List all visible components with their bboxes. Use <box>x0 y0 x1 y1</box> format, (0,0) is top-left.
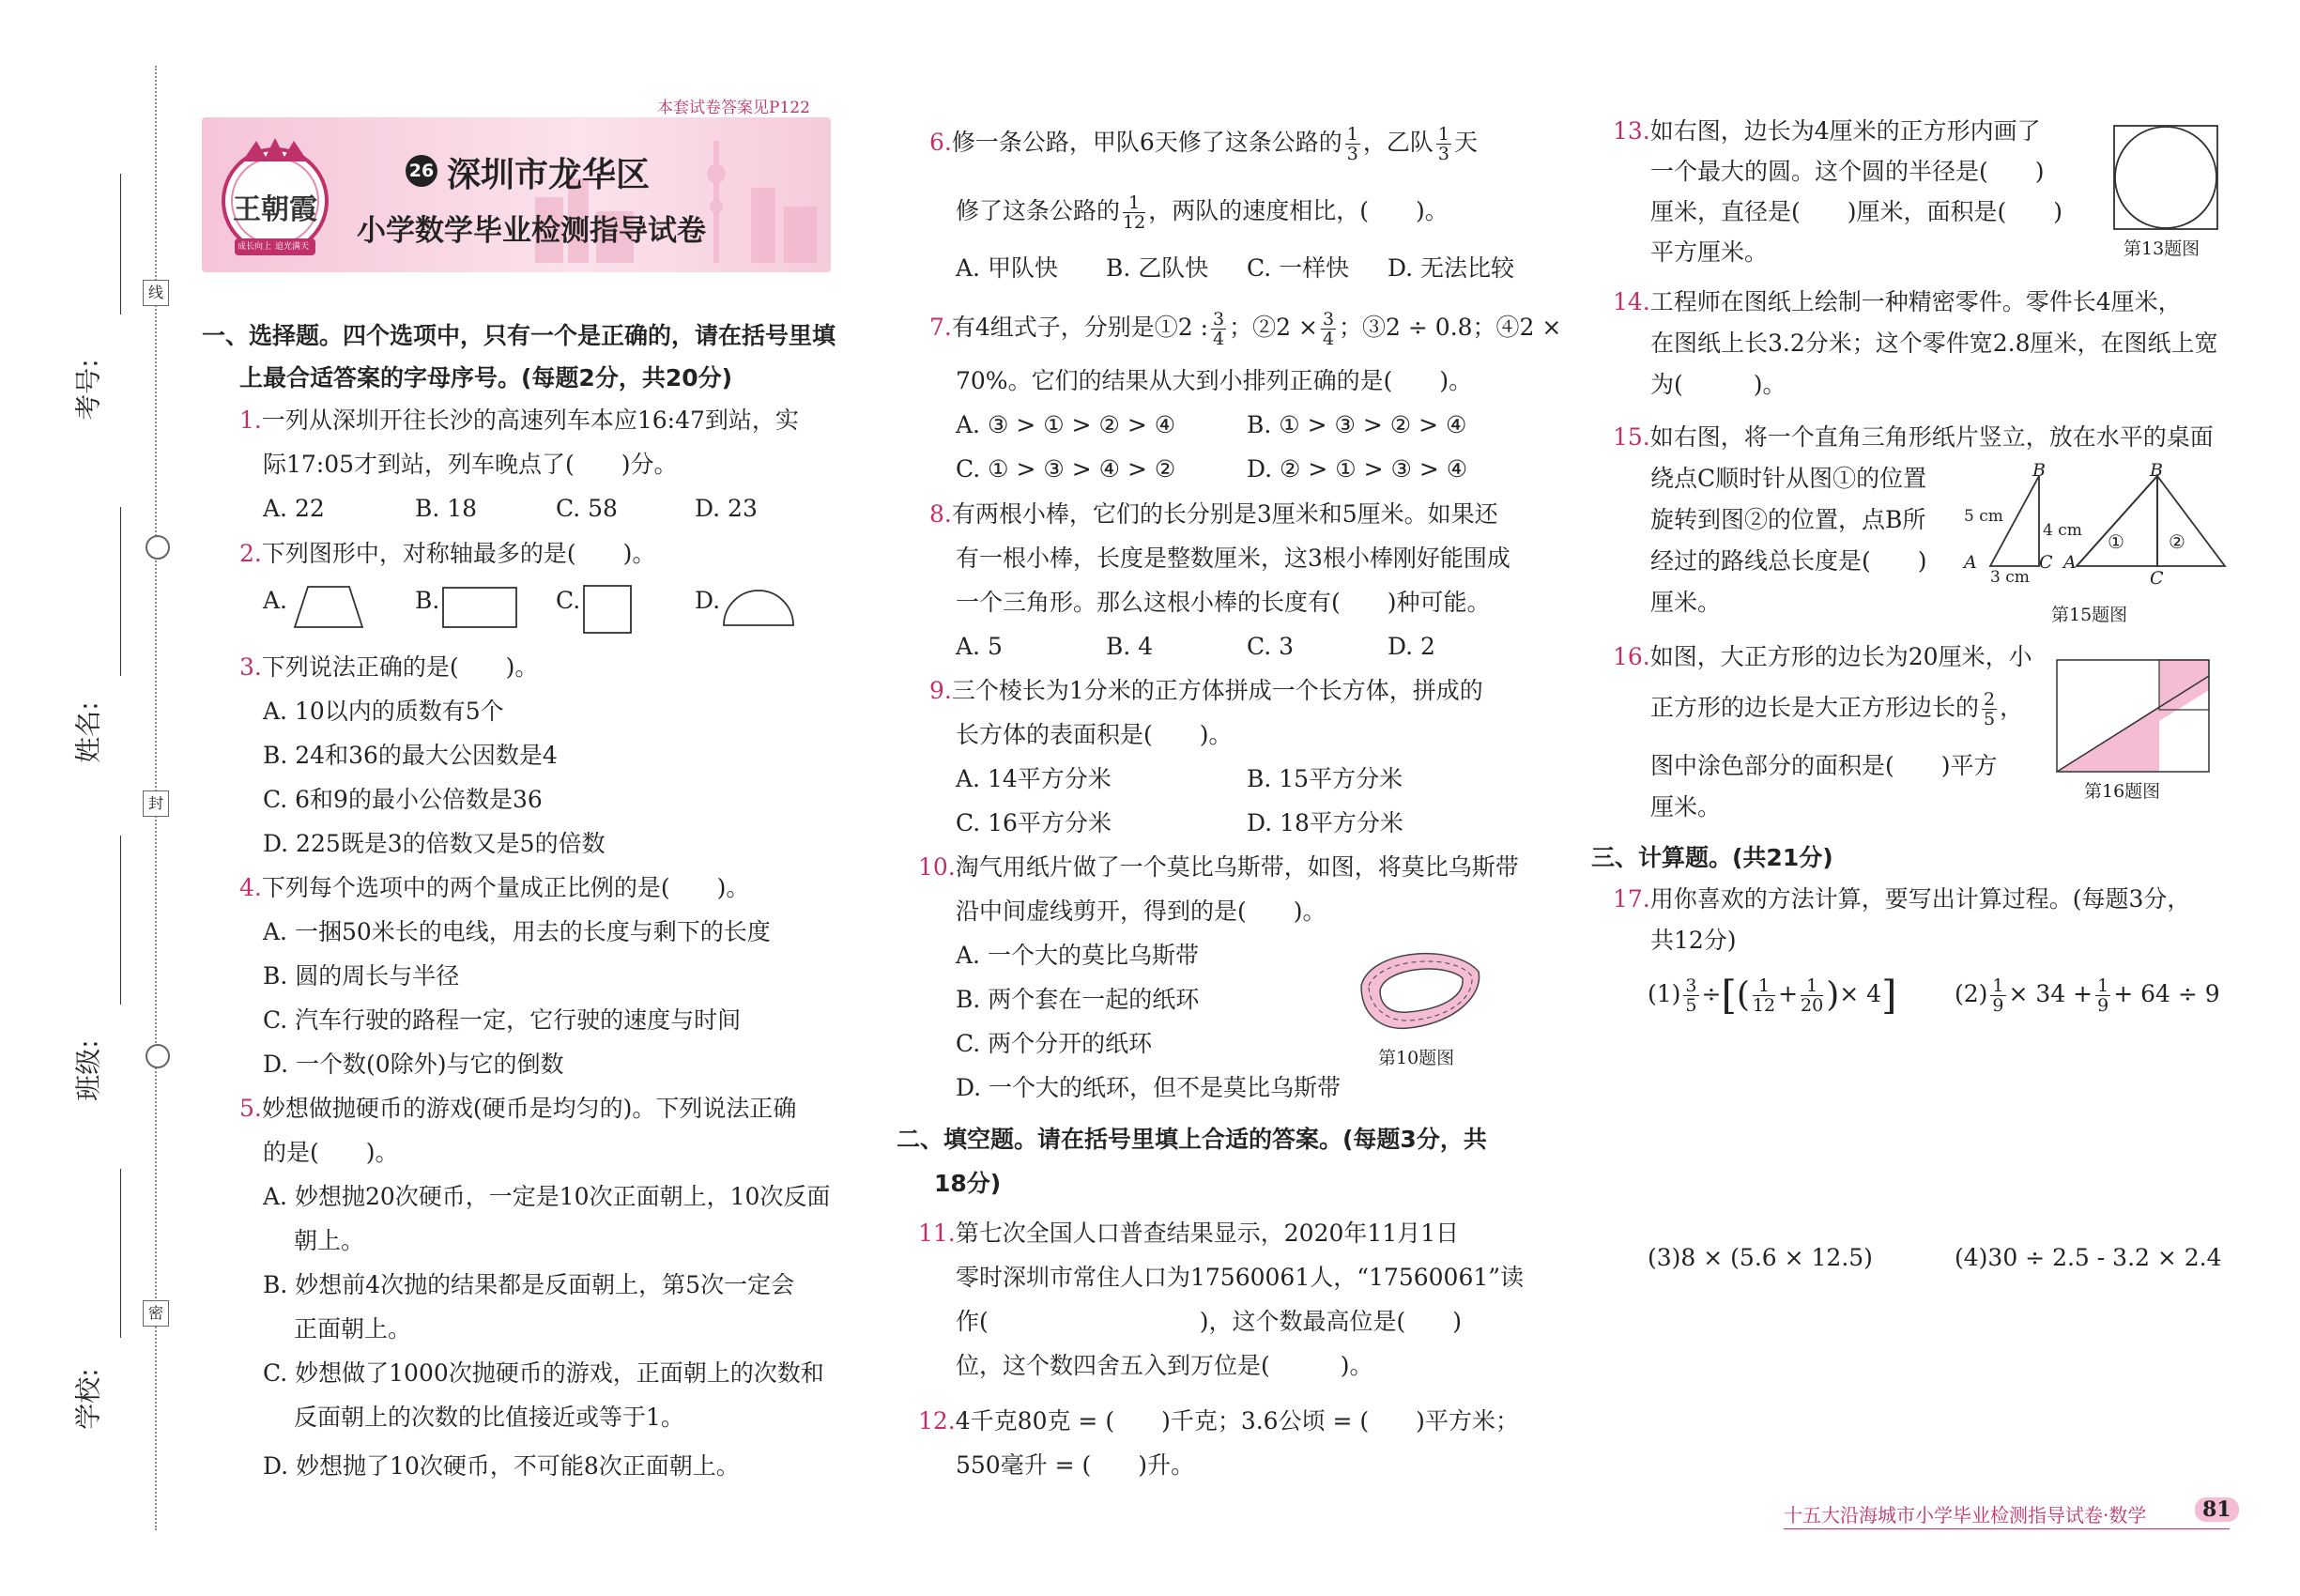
q9-option-a: A. 14平方分米 <box>956 765 1112 792</box>
page-number: 81 <box>2195 1497 2239 1522</box>
q17-e2-frac2 <box>2095 976 2110 1015</box>
q1-option-d: D. 23 <box>695 495 758 522</box>
q17 <box>1613 882 2190 916</box>
q15-label-a2: A <box>2063 552 2077 573</box>
footer-text: 十五大沿海城市小学毕业检测指导试卷·数学 <box>1784 1504 2147 1527</box>
answer-note: 本套试卷答案见P122 <box>657 99 810 117</box>
q6-text1: 修一条公路，甲队6天修了这条公路的 <box>951 129 1342 156</box>
q17-expression3: (3)8 × (5.6 × 12.5) <box>1648 1244 1873 1271</box>
q11-line2: 零时深圳市常住人口为17560061人，“17560061”读 <box>956 1264 1525 1291</box>
q15-label-c2: C <box>2150 568 2164 589</box>
q8-line2: 有一根小棒，长度是整数厘米，这3根小棒刚好能围成 <box>956 545 1510 572</box>
q5-option-d1: D. 妙想抛了10次硬币，不可能8次正面朝上。 <box>263 1452 740 1480</box>
q15 <box>1613 421 2214 454</box>
q16-line2 <box>1650 690 2023 729</box>
q12-line2: 550毫升 = ( )升。 <box>956 1451 1195 1479</box>
exam-number-badge: 26 <box>406 155 437 187</box>
q15-line1: 如右图，将一个直角三角形纸片竖立，放在水平的桌面 <box>1649 423 2214 451</box>
q13 <box>1613 115 2041 148</box>
q16-line4: 厘米。 <box>1650 793 1722 821</box>
q17-e1-frac2 <box>1753 976 1775 1015</box>
q10-option-a: A. 一个大的莫比乌斯带 <box>956 942 1199 969</box>
xingming-line <box>120 507 121 676</box>
q7-f1-num: 3 <box>1213 309 1225 330</box>
q2-option-a: A. <box>263 587 288 614</box>
q17-e1-f2-den: 12 <box>1752 995 1776 1016</box>
q17-expression2 <box>1955 976 2220 1015</box>
q5-option-b2: 正面朝上。 <box>294 1315 412 1343</box>
q5-line2: 的是( )。 <box>263 1139 399 1166</box>
q3-option-d: D. 225既是3的倍数又是5的倍数 <box>263 830 606 857</box>
q5-option-a2: 朝上。 <box>294 1227 365 1254</box>
q17-e1-frac1 <box>1683 976 1698 1015</box>
q15-line4: 经过的路线总长度是( ) <box>1650 547 1927 575</box>
mobius-strip-figure <box>1352 939 1488 1042</box>
q7-option-b: B. ① > ③ > ② > ④ <box>1247 411 1467 438</box>
q13-line4: 平方厘米。 <box>1650 238 1769 266</box>
q14-line2: 在图纸上长3.2分米；这个零件宽2.8厘米，在图纸上宽 <box>1650 330 2218 357</box>
shaded-squares-figure <box>2054 655 2223 777</box>
q7-fraction1 <box>1211 310 1226 348</box>
q15-label-b2: B <box>2150 460 2163 481</box>
q9-option-c: C. 16平方分米 <box>956 809 1112 836</box>
q12-number: 12. <box>918 1407 956 1435</box>
q17-e2-f2-den: 9 <box>2097 995 2109 1016</box>
section1-title-line2: 上最合适答案的字母序号。(每题2分，共20分) <box>239 364 733 391</box>
q12 <box>918 1404 1519 1438</box>
q4-option-d: D. 一个数(0除外)与它的倒数 <box>263 1051 564 1078</box>
q9-line1: 三个棱长为1分米的正方体拼成一个长方体，拼成的 <box>951 677 1483 704</box>
q15-caption: 第15题图 <box>2051 605 2128 625</box>
q17-e1-f1-den: 5 <box>1685 995 1697 1016</box>
q6-fraction2 <box>1436 125 1451 163</box>
q13-caption: 第13题图 <box>2124 238 2200 259</box>
q13-number: 13. <box>1613 117 1650 145</box>
q8-option-d: D. 2 <box>1388 633 1435 660</box>
q2-number: 2. <box>239 540 262 567</box>
q5-option-c1: C. 妙想做了1000次抛硬币的游戏，正面朝上的次数和 <box>263 1359 824 1387</box>
logo-sub2: 追光满天 <box>275 242 310 252</box>
q2-option-d: D. <box>695 587 721 614</box>
q10-line2: 沿中间虚线剪开，得到的是( )。 <box>956 898 1326 925</box>
rectangle-shape-icon <box>441 584 520 631</box>
q11-number: 11. <box>918 1220 956 1247</box>
q6-text5: ，两队的速度相比，( )。 <box>1148 197 1449 224</box>
q16-f-den: 5 <box>1984 709 1996 729</box>
q2 <box>239 537 655 571</box>
q16-f-num: 2 <box>1984 689 1996 710</box>
q17-line2: 共12分) <box>1650 927 1737 954</box>
q13-line3: 厘米，直径是( )厘米，面积是( ) <box>1650 198 2063 225</box>
q10-option-b: B. 两个套在一起的纸环 <box>956 986 1200 1013</box>
header-title2: 小学数学毕业检测指导试卷 <box>357 214 706 248</box>
header-title1: 深圳市龙华区 <box>447 156 651 194</box>
q11 <box>918 1217 1459 1251</box>
logo-text: 王朝霞 <box>233 193 317 226</box>
q6-option-c: C. 一样快 <box>1247 254 1350 282</box>
banji-label: 班级: <box>72 1039 104 1101</box>
q16-fraction <box>1982 690 1997 729</box>
q17-e1-frac3 <box>1801 976 1823 1015</box>
q6-f3-num: 1 <box>1123 193 1145 213</box>
q6-option-d: D. 无法比较 <box>1388 254 1515 282</box>
q16-line3: 图中涂色部分的面积是( )平方 <box>1650 752 1998 779</box>
q8-option-b: B. 4 <box>1106 633 1154 660</box>
q15-label-5cm: 5 cm <box>1964 507 2003 526</box>
q1 <box>239 404 799 437</box>
q15-label-a1: A <box>1964 552 1977 573</box>
q14 <box>1613 285 2182 319</box>
q17-e2-label: (2) <box>1955 980 1988 1007</box>
q16-text3: ， <box>2000 694 2024 721</box>
q1-line1: 一列从深圳开往长沙的高速列车本应16:47到站，实 <box>261 407 799 434</box>
kaohao-line <box>120 174 121 315</box>
square-shape-icon <box>582 584 635 637</box>
q17-e2-mid: × 34 + <box>2008 980 2093 1007</box>
q5-option-c2: 反面朝上的次数的比值接近或等于1。 <box>294 1404 684 1431</box>
binding-dot-icon <box>146 535 170 560</box>
section1-title-line1: 一、选择题。四个选项中，只有一个是正确的，请在括号里填 <box>202 322 836 349</box>
q6-f2-den: 3 <box>1437 144 1449 164</box>
q8-option-c: C. 3 <box>1247 633 1295 660</box>
seal-mi: 密 <box>143 1300 169 1327</box>
q13-line2: 一个最大的圆。这个圆的半径是( ) <box>1650 158 2045 185</box>
q17-e1-label: (1) <box>1648 980 1681 1007</box>
q16-number: 16. <box>1613 643 1650 670</box>
q7-option-a: A. ③ > ① > ② > ④ <box>956 411 1176 438</box>
q10-line1: 淘气用纸片做了一个莫比乌斯带，如图，将莫比乌斯带 <box>955 853 1519 881</box>
q16 <box>1613 640 2032 674</box>
q9-option-b: B. 15平方分米 <box>1247 765 1403 792</box>
q15-label-b1: B <box>2032 460 2046 481</box>
xingming-label: 姓名: <box>72 701 104 763</box>
q6-text4: 修了这条公路的 <box>956 197 1121 224</box>
q1-option-a: A. 22 <box>263 495 325 522</box>
q8-option-a: A. 5 <box>956 633 1003 660</box>
q7-text3: ；③2 ÷ 0.8；④2 × <box>1339 314 1562 341</box>
q17-e1-f1-num: 3 <box>1685 975 1697 996</box>
footer-underline <box>1784 1528 2230 1529</box>
q7-text2: ；②2 × <box>1229 314 1318 341</box>
q8-line3: 一个三角形。那么这根小棒的长度有( )种可能。 <box>956 589 1491 616</box>
q10-caption: 第10题图 <box>1378 1048 1455 1068</box>
q15-label-4cm: 4 cm <box>2043 521 2082 540</box>
banji-line <box>120 836 121 1005</box>
q2-option-c: C. <box>556 587 581 614</box>
q12-line1: 4千克80克 = ( )千克；3.6公顷 = ( )平方米； <box>955 1407 1519 1435</box>
q2-line1: 下列图形中，对称轴最多的是( )。 <box>261 540 656 567</box>
q4-line1: 下列每个选项中的两个量成正比例的是( )。 <box>261 874 750 901</box>
q6-f3-den: 12 <box>1123 212 1146 233</box>
q15-circle2: ② <box>2169 530 2185 553</box>
q17-e2-f1-den: 9 <box>1992 995 2004 1016</box>
q17-e1-times: × 4 <box>1839 980 1882 1007</box>
section3-title: 三、计算题。(共21分) <box>1591 844 1833 871</box>
q5-option-b1: B. 妙想前4次抛的结果都是反面朝上，第5次一定会 <box>263 1271 795 1298</box>
q9-option-d: D. 18平方分米 <box>1247 809 1403 836</box>
q7-f1-den: 4 <box>1213 329 1225 349</box>
q9 <box>929 674 1483 708</box>
q7-text1: 有4组式子，分别是①2 : <box>951 314 1209 341</box>
q1-option-b: B. 18 <box>415 495 478 522</box>
q6-f1-den: 3 <box>1346 144 1358 164</box>
q17-e2-f1-num: 1 <box>1992 975 2004 996</box>
q15-line2: 绕点C顺时针从图①的位置 <box>1650 465 1927 492</box>
section2-title-line1: 二、填空题。请在括号里填上合适的答案。(每题3分，共 <box>897 1126 1487 1153</box>
q6-fraction3 <box>1123 193 1145 232</box>
q6-line2 <box>956 193 1449 232</box>
logo-sub1: 成长向上 <box>238 242 272 252</box>
q13-line1: 如右图，边长为4厘米的正方形内画了 <box>1649 117 2041 145</box>
q7-line2: 70%。它们的结果从大到小排列正确的是( )。 <box>956 367 1473 394</box>
q17-e2-f2-num: 1 <box>2097 975 2109 996</box>
q3-option-c: C. 6和9的最小公倍数是36 <box>263 786 543 813</box>
q8 <box>929 498 1498 531</box>
q4 <box>239 871 749 905</box>
q15-circle1: ① <box>2108 530 2124 553</box>
xuexiao-label: 学校: <box>72 1368 104 1430</box>
q3-option-b: B. 24和36的最大公因数是4 <box>263 742 558 769</box>
q17-e1-f3-den: 20 <box>1801 995 1824 1016</box>
q3 <box>239 651 538 684</box>
q6-f2-num: 1 <box>1437 124 1449 145</box>
semicircle-shape-icon <box>721 584 796 629</box>
q6-option-a: A. 甲队快 <box>956 254 1058 282</box>
q4-number: 4. <box>239 874 262 901</box>
q7-f2-den: 4 <box>1322 329 1335 349</box>
q17-e2-end: + 64 ÷ 9 <box>2113 980 2220 1007</box>
q17-line1: 用你喜欢的方法计算，要写出计算过程。(每题3分， <box>1649 885 2191 913</box>
q11-line3: 作( )，这个数最高位是( ) <box>956 1308 1463 1335</box>
q15-label-3cm: 3 cm <box>1990 568 2030 587</box>
q8-number: 8. <box>929 500 952 528</box>
binding-dot-icon <box>146 1044 170 1068</box>
square-with-circle-figure <box>2110 122 2221 233</box>
q10-option-d: D. 一个大的纸环，但不是莫比乌斯带 <box>956 1074 1342 1101</box>
q5-line1: 妙想做抛硬币的游戏(硬币是均匀的)。下列说法正确 <box>261 1095 797 1122</box>
q14-number: 14. <box>1613 288 1650 315</box>
q1-line2: 际17:05才到站，列车晚点了( )分。 <box>263 451 678 478</box>
q17-e1-div: ÷ <box>1701 980 1722 1007</box>
q17-e1-f2-num: 1 <box>1753 976 1775 996</box>
q8-line1: 有两根小棒，它们的长分别是3厘米和5厘米。如果还 <box>951 500 1498 528</box>
q7-option-d: D. ② > ① > ③ > ④ <box>1247 455 1468 483</box>
q17-expression1: (1) $\frac{3}{5}$ ÷[( $\frac{1}{12}$ + $\frac{1}{20}$ )× 4] <box>1648 972 1897 1019</box>
q9-number: 9. <box>929 677 952 704</box>
q17-e1-f3-num: 1 <box>1801 976 1823 996</box>
q17-number: 17. <box>1613 885 1650 913</box>
q3-line1: 下列说法正确的是( )。 <box>261 653 539 681</box>
q16-text2: 正方形的边长是大正方形边长的 <box>1650 694 1980 721</box>
q2-option-b: B. <box>415 587 440 614</box>
q1-number: 1. <box>239 407 262 434</box>
q3-option-a: A. 10以内的质数有5个 <box>263 698 504 725</box>
q6-f1-num: 1 <box>1346 124 1358 145</box>
seal-xian: 线 <box>143 280 169 306</box>
q15-line3: 旋转到图②的位置，点B所 <box>1650 506 1926 533</box>
q10 <box>918 851 1519 884</box>
q4-option-b: B. 圆的周长与半径 <box>263 962 460 990</box>
q17-expression4: (4)30 ÷ 2.5 - 3.2 × 2.4 <box>1955 1244 2222 1271</box>
q4-option-a: A. 一捆50米长的电线，用去的长度与剩下的长度 <box>263 918 771 945</box>
q7-option-c: C. ① > ③ > ④ > ② <box>956 455 1176 483</box>
q6-option-b: B. 乙队快 <box>1106 254 1209 282</box>
q7-line1 <box>929 310 1561 348</box>
trapezoid-shape-icon <box>291 584 366 631</box>
q5 <box>239 1092 796 1126</box>
q5-number: 5. <box>239 1095 262 1122</box>
q7-fraction2 <box>1321 310 1336 348</box>
section2-title-line2: 18分) <box>934 1170 1002 1197</box>
q6-line1 <box>929 125 1478 163</box>
q10-number: 10. <box>918 853 956 881</box>
kaohao-label: 考号: <box>72 359 104 421</box>
q11-line1: 第七次全国人口普查结果显示，2020年11月1日 <box>955 1220 1460 1247</box>
q17-e2-frac1 <box>1990 976 2005 1015</box>
q3-number: 3. <box>239 653 262 681</box>
q9-line2: 长方体的表面积是( )。 <box>956 721 1233 748</box>
q15-label-c1: C <box>2039 552 2053 573</box>
q11-line4: 位，这个数四舍五入到万位是( )。 <box>956 1352 1373 1379</box>
q7-f2-num: 3 <box>1322 309 1335 330</box>
q4-option-c: C. 汽车行驶的路程一定，它行驶的速度与时间 <box>263 1006 742 1034</box>
q14-line1: 工程师在图纸上绘制一种精密零件。零件长4厘米， <box>1649 288 2182 315</box>
q5-option-a1: A. 妙想抛20次硬币，一定是10次正面朝上，10次反面 <box>263 1183 831 1210</box>
q15-number: 15. <box>1613 423 1650 451</box>
q6-fraction1 <box>1345 125 1360 163</box>
q16-caption: 第16题图 <box>2084 781 2161 802</box>
q1-option-c: C. 58 <box>556 495 618 522</box>
q6-text2: ，乙队 <box>1362 129 1434 156</box>
q6-number: 6. <box>929 129 952 156</box>
xuexiao-line <box>120 1169 121 1338</box>
q15-line5: 厘米。 <box>1650 589 1722 616</box>
q10-option-c: C. 两个分开的纸环 <box>956 1030 1153 1057</box>
q14-line3: 为( )。 <box>1650 371 1786 398</box>
seal-feng: 封 <box>143 790 169 817</box>
q16-line1: 如图，大正方形的边长为20厘米，小 <box>1649 643 2032 670</box>
q7-number: 7. <box>929 314 952 341</box>
q17-e1-plus: + <box>1778 980 1799 1007</box>
q6-text3: 天 <box>1453 129 1478 156</box>
